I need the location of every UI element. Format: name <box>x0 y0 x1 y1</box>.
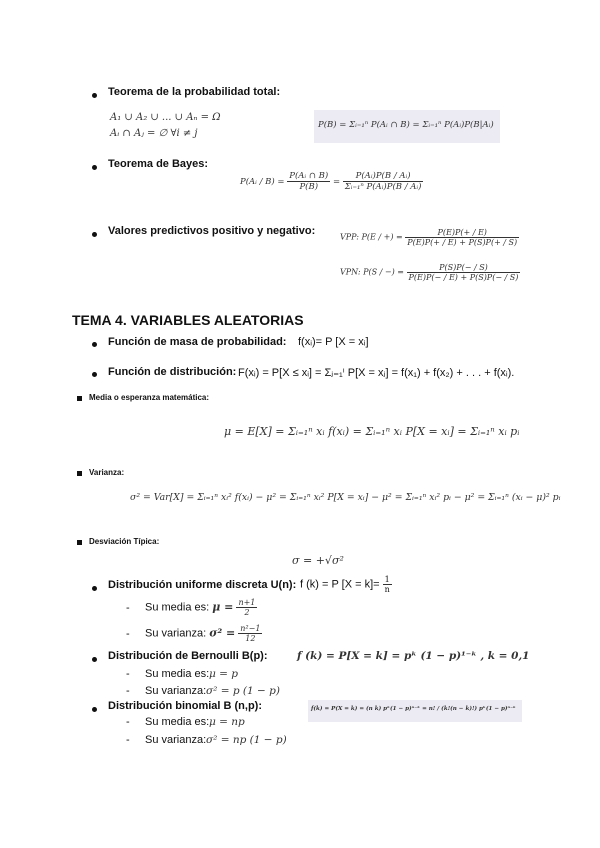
bullet-icon <box>92 707 97 712</box>
vpn-lhs: VPN: P(S / −) = <box>340 267 404 277</box>
mean-label: Media o esperanza matemática: <box>89 393 210 402</box>
bayes-fraction-1 <box>287 171 330 192</box>
sd-label: Desviación Típica: <box>89 537 160 546</box>
predictive-label: Valores predictivos positivo y negativo: <box>108 225 316 237</box>
uniform-formula-prefix: f (k) = P [X = k]= <box>300 578 380 591</box>
binomial-var-prefix: Su varianza: <box>145 734 207 746</box>
pmf-formula: f(xᵢ)= P [X = xᵢ] <box>298 336 369 348</box>
binomial-mean-formula: μ = np <box>209 716 245 728</box>
uniform-var-den: 12 <box>245 634 256 643</box>
vpp-fraction <box>405 228 519 247</box>
bernoulli-mean-prefix: Su media es: <box>145 668 210 680</box>
uniform-mean-prefix: Su media es: <box>145 601 210 614</box>
uniform-mean-fraction <box>236 598 257 617</box>
uniform-var-num: n²−1 <box>240 624 261 633</box>
variance-label: Varianza: <box>89 468 125 477</box>
binomial-mean-prefix: Su media es: <box>145 716 210 728</box>
section-title: TEMA 4. VARIABLES ALEATORIAS <box>72 312 304 328</box>
bullet-icon <box>77 471 82 476</box>
uniform-var-fraction <box>238 624 262 643</box>
dash: - <box>126 668 130 680</box>
uniform-mean-num: n+1 <box>238 598 256 607</box>
pmf-label: Función de masa de probabilidad: <box>108 336 287 348</box>
uniform-mean <box>145 598 257 617</box>
vpn-num: P(S)P(− / S) <box>407 263 521 273</box>
bernoulli-formula: f (k) = P[X = k] = pᵏ (1 − p)¹⁻ᵏ , k = 0,1 <box>297 650 530 662</box>
bernoulli-mean-formula: μ = p <box>209 668 239 680</box>
cdf-label: Función de distribución: <box>108 366 237 378</box>
total-probability-line2: Aᵢ ∩ Aⱼ = ∅ ∀i ≠ j <box>110 128 198 139</box>
bayes-frac1-num: P(Aᵢ ∩ B) <box>289 171 329 181</box>
binomial-formula: f(k) = P(X = k) = (n k) pᵏ(1 − p)ⁿ⁻ᵏ = n! / (k!(n − k)!) pᵏ(1 − p)ⁿ⁻ᵏ <box>311 706 516 712</box>
uniform-den: n <box>384 585 390 594</box>
bullet-icon <box>92 342 97 347</box>
bayes-fraction-2 <box>343 171 424 192</box>
vpn-fraction <box>407 263 521 282</box>
total-probability-label: Teorema de la probabilidad total: <box>108 86 281 98</box>
bernoulli-var-formula: σ² = p (1 − p) <box>206 685 280 697</box>
vpp-num: P(E)P(+ / E) <box>405 228 519 238</box>
vpp-den: P(E)P(+ / E) + P(S)P(+ / S) <box>407 238 518 247</box>
uniform-mean-den: 2 <box>244 608 250 617</box>
sd-formula: σ = +√σ² <box>292 554 344 567</box>
dash: - <box>126 628 130 640</box>
uniform-label: Distribución uniforme discreta U(n): <box>108 579 297 591</box>
bayes-label: Teorema de Bayes: <box>108 158 209 170</box>
bernoulli-label: Distribución de Bernoulli B(p): <box>108 650 268 662</box>
bayes-formula: P(Aᵢ / B) = $\frac{\text{P(Aᵢ ∩ B)}}{P(B)}$ = $\frac{\text{P(Aᵢ)P(B / Aᵢ)}}{\text{Σᵢ₌₁ⁿ P(Aᵢ)P(B / Aᵢ)}}$ <box>240 171 422 192</box>
uniform-num: 1 <box>383 575 392 585</box>
bullet-icon <box>92 657 97 662</box>
uniform-var-lhs: σ² = <box>209 626 236 640</box>
dash: - <box>126 602 130 614</box>
bayes-lhs: P(Aᵢ / B) = <box>240 177 285 187</box>
vpp-formula <box>340 228 519 247</box>
bullet-icon <box>92 372 97 377</box>
uniform-var-prefix: Su varianza: <box>145 627 207 640</box>
bullet-icon <box>92 93 97 98</box>
bullet-icon <box>77 396 82 401</box>
uniform-fraction <box>383 575 392 594</box>
uniform-mean-lhs: μ = <box>212 600 234 614</box>
total-probability-formula-box <box>314 110 500 143</box>
bernoulli-var-prefix: Su varianza: <box>145 685 207 697</box>
binomial-formula-box <box>308 700 522 722</box>
cdf-formula: F(xᵢ) = P[X ≤ xᵢ] = Σⱼ₌₁ⁱ P[X = xⱼ] = f(x₁) + f(x₂) + . . . + f(xᵢ). <box>238 367 515 379</box>
bullet-icon <box>77 540 82 545</box>
uniform-variance <box>145 624 262 643</box>
variance-formula: σ² = Var[X] = Σᵢ₌₁ⁿ xᵢ² f(xᵢ) − μ² = Σᵢ₌₁ⁿ xᵢ² P[X = xᵢ] − μ² = Σᵢ₌₁ⁿ xᵢ² pᵢ − μ² = Σᵢ₌₁ⁿ (xᵢ − μ)² pᵢ <box>130 492 561 503</box>
binomial-label: Distribución binomial B (n,p): <box>108 700 262 712</box>
uniform-formula <box>300 575 392 594</box>
binomial-var-formula: σ² = np (1 − p) <box>206 734 287 746</box>
bullet-icon <box>92 165 97 170</box>
dash: - <box>126 734 130 746</box>
vpp-lhs: VPP: P(E / +) = <box>340 232 403 242</box>
bullet-icon <box>92 586 97 591</box>
total-probability-line1: A₁ ∪ A₂ ∪ ... ∪ Aₙ = Ω <box>110 112 221 123</box>
total-probability-boxed-formula: P(B) = Σᵢ₌₁ⁿ P(Aᵢ ∩ B) = Σᵢ₌₁ⁿ P(Aᵢ)P(B|Aᵢ) <box>318 120 494 130</box>
vpn-den: P(E)P(− / E) + P(S)P(− / S) <box>408 273 519 282</box>
vpn-formula <box>340 263 520 282</box>
bayes-frac2-den: Σᵢ₌₁ⁿ P(Aᵢ)P(B / Aᵢ) <box>344 182 422 192</box>
bayes-frac1-den: P(B) <box>299 182 319 192</box>
dash: - <box>126 685 130 697</box>
mean-formula: μ = E[X] = Σᵢ₌₁ⁿ xᵢ f(xᵢ) = Σᵢ₌₁ⁿ xᵢ P[X = xᵢ] = Σᵢ₌₁ⁿ xᵢ pᵢ <box>224 425 520 438</box>
bullet-icon <box>92 232 97 237</box>
dash: - <box>126 716 130 728</box>
bayes-frac2-num: P(Aᵢ)P(B / Aᵢ) <box>343 171 424 182</box>
